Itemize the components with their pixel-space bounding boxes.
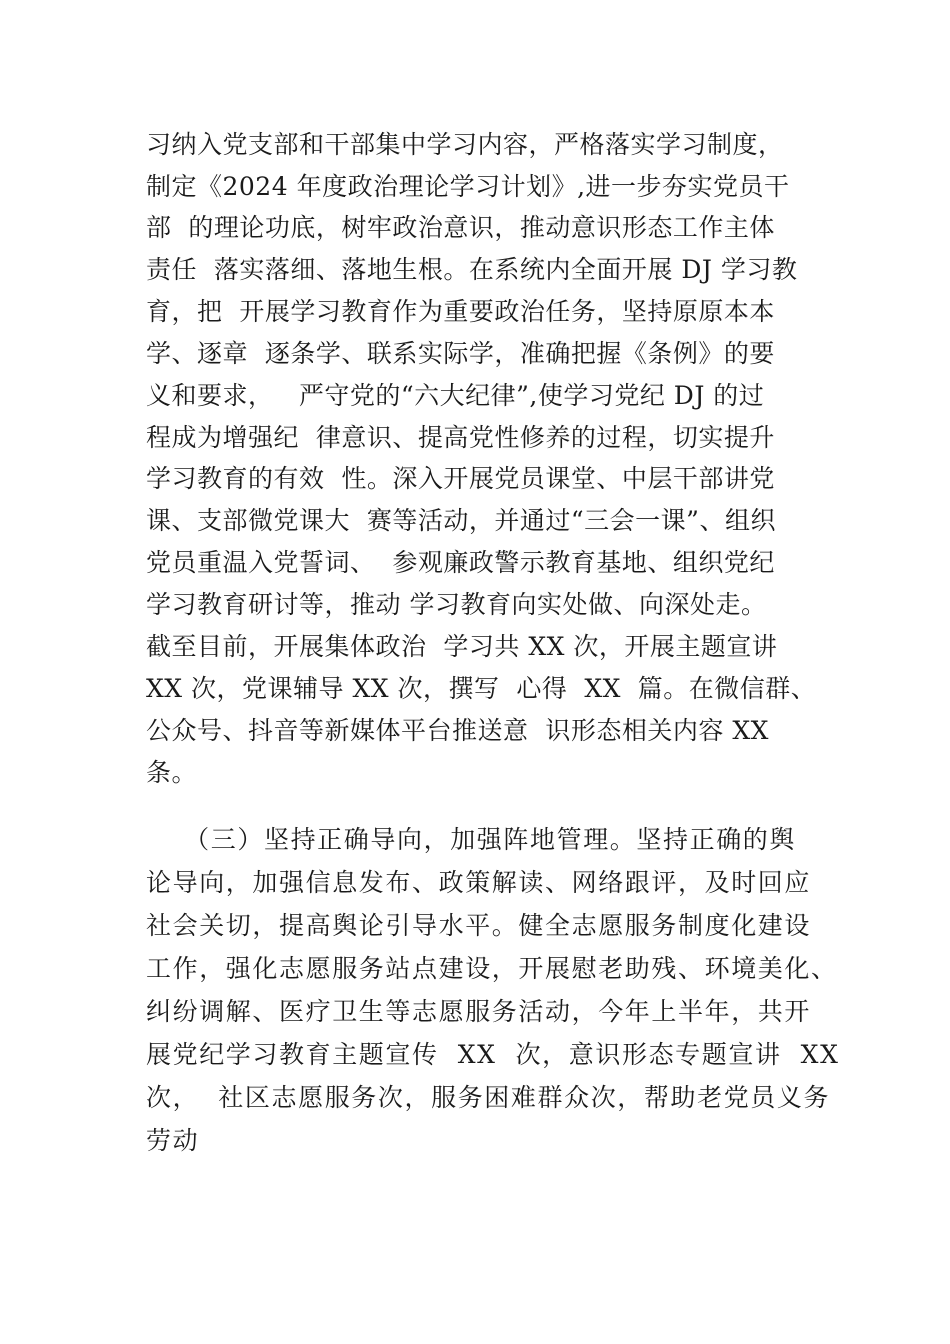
text-line: 学、逐章 逐条学、联系实际学，准确把握《条例》的要	[146, 339, 775, 368]
text-line: 义和要求， 严守党的“六大纪律”,使学习党纪 DJ 的过	[146, 381, 765, 410]
text-line: 学习教育研讨等，推动 学习教育向实处做、向深处走。	[146, 590, 767, 619]
text-line: 部 的理论功底，树牢政治意识，推动意识形态工作主体	[146, 213, 775, 242]
text-line: 纠纷调解、医疗卫生等志愿服务活动，今年上半年，共开	[146, 997, 812, 1026]
text-line: 社会关切，提高舆论引导水平。健全志愿服务制度化建设	[146, 911, 812, 940]
text-line: 劳动	[146, 1126, 200, 1155]
text-line: 工作，强化志愿服务站点建设，开展慰老助残、环境美化、	[146, 954, 838, 983]
text-line: 次， 社区志愿服务次，服务困难群众次，帮助老党员义务	[146, 1083, 831, 1112]
text-line: 截至目前，开展集体政治 学习共 XX 次，开展主题宣讲	[146, 632, 778, 661]
text-line: XX 次，党课辅导 XX 次，撰写 心得 XX 篇。在微信群、	[146, 674, 817, 703]
text-line: 责任 落实落细、落地生根。在系统内全面开展 DJ 学习教	[146, 255, 798, 284]
text-line: 展党纪学习教育主题宣传 XX 次，意识形态专题宣讲 XX	[146, 1040, 840, 1069]
text-line: 课、支部微党课大 赛等活动，并通过“三会一课”、组织	[146, 506, 776, 535]
section-heading-line: （三）坚持正确导向，加强阵地管理。坚持正确的舆	[146, 825, 796, 854]
text-line: 党员重温入党誓词、 参观廉政警示教育基地、组织党纪	[146, 548, 775, 577]
text-line: 条。	[146, 758, 198, 787]
text-line: 程成为增强纪 律意识、提高党性修养的过程，切实提升	[146, 423, 775, 452]
text-line: 习纳入党支部和干部集中学习内容，严格落实学习制度，	[146, 130, 784, 159]
text-line: 公众号、抖音等新媒体平台推送意 识形态相关内容 XX	[146, 716, 769, 745]
text-line: 育，把 开展学习教育作为重要政治任务，坚持原原本本	[146, 297, 775, 326]
text-line: 论导向，加强信息发布、政策解读、网络跟评，及时回应	[146, 868, 812, 897]
text-line: 学习教育的有效 性。深入开展党员课堂、中层干部讲党	[146, 464, 775, 493]
text-line: 制定《2024 年度政治理论学习计划》,进一步夯实党员干	[146, 172, 790, 201]
